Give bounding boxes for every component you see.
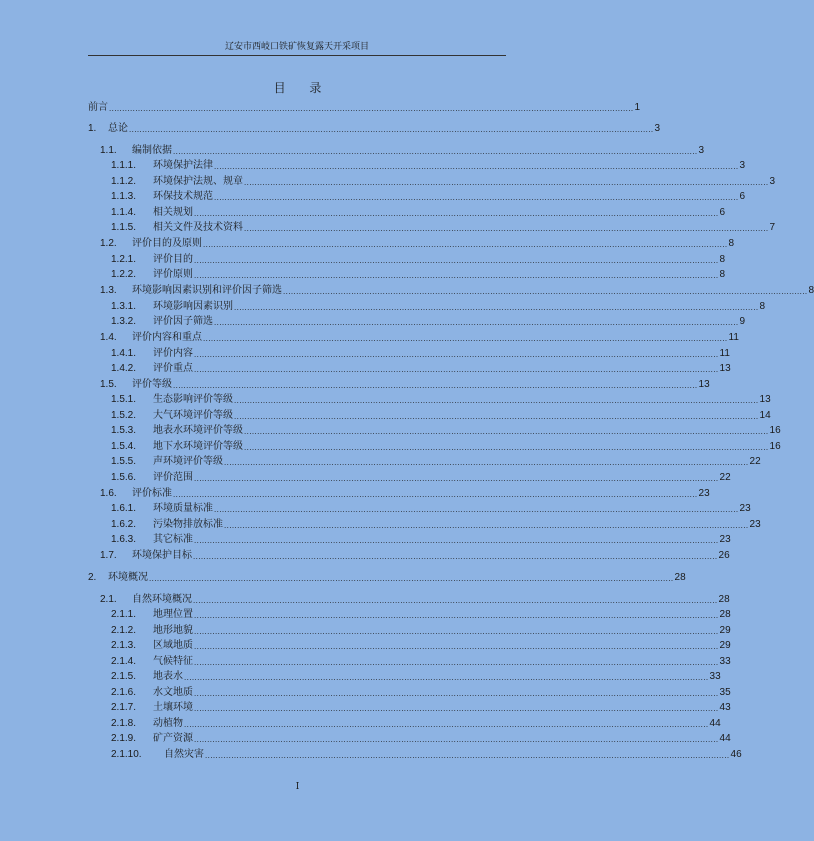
toc-entry-title: 评价重点: [153, 363, 193, 374]
toc-entry-page: 8: [808, 285, 814, 296]
toc-entry-number: 2.1.4.: [111, 656, 137, 667]
toc-leader-dots: ........................................................................................................................................................................................................: [194, 735, 719, 744]
toc-entry-page: 13: [759, 394, 771, 405]
toc-entry-title: 地表水环境评价等级: [153, 425, 243, 436]
toc-entry-number: 1.2.2.: [111, 269, 137, 280]
toc-entry[interactable]: [111, 424, 781, 437]
toc-entry-number: 1.1.5.: [111, 222, 137, 233]
toc-leader-dots: ........................................................................................................................................................................................................: [194, 611, 719, 620]
toc-entry-page: 23: [719, 534, 731, 545]
toc-entry[interactable]: [100, 284, 814, 297]
toc-entry-title: 评价内容和重点: [132, 332, 202, 343]
toc-entry[interactable]: [111, 206, 726, 219]
toc-entry-title: 环境保护法规、规章: [153, 176, 243, 187]
toc-entry-number: 1.6.1.: [111, 503, 137, 514]
toc-entry-title: 自然环境概况: [132, 594, 192, 605]
toc-entry[interactable]: [111, 190, 746, 203]
toc-entry[interactable]: [111, 670, 721, 683]
toc-leader-dots: ........................................................................................................................................................................................................: [234, 412, 759, 421]
toc-leader-dots: ........................................................................................................................................................................................................: [194, 474, 719, 483]
toc-entry[interactable]: [111, 221, 776, 234]
toc-entry[interactable]: [111, 300, 766, 313]
toc-leader-dots: ........................................................................................................................................................................................................: [203, 334, 728, 343]
toc-entry-page: 28: [674, 572, 686, 583]
toc-entry[interactable]: [111, 732, 731, 745]
toc-leader-dots: ........................................................................................................................................................................................................: [194, 256, 719, 265]
toc-entry-title: 环境保护目标: [132, 550, 192, 561]
toc-entry-title: 评价标准: [132, 488, 172, 499]
toc-entry-number: 2.1.10.: [111, 749, 142, 760]
toc-leader-dots: ........................................................................................................................................................................................................: [205, 751, 730, 760]
toc-entry-title: 大气环境评价等级: [153, 410, 233, 421]
toc-entry[interactable]: [111, 253, 726, 266]
toc-entry-number: 2.1.2.: [111, 625, 137, 636]
toc-entry-title: 动植物: [153, 718, 183, 729]
toc-entry[interactable]: [111, 639, 731, 652]
toc-leader-dots: ........................................................................................................................................................................................................: [193, 552, 718, 561]
toc-entry-title: 环境影响因素识别: [153, 301, 233, 312]
toc-entry-page: 16: [769, 425, 781, 436]
toc-entry[interactable]: [100, 144, 705, 157]
toc-leader-dots: ........................................................................................................................................................................................................: [214, 193, 739, 202]
toc-entry-title: 环境概况: [108, 572, 148, 583]
toc-entry-page: 43: [719, 702, 731, 713]
toc-entry-title: 矿产资源: [153, 733, 193, 744]
toc-entry-page: 23: [698, 488, 710, 499]
toc-entry[interactable]: [111, 471, 731, 484]
toc-entry[interactable]: [88, 571, 686, 584]
toc-entry-page: 16: [769, 441, 781, 452]
toc-entry-page: 29: [719, 640, 731, 651]
toc-entry[interactable]: [111, 159, 746, 172]
toc-entry-page: 13: [698, 379, 710, 390]
toc-entry[interactable]: [111, 518, 761, 531]
toc-entry-title: 地理位置: [153, 609, 193, 620]
toc-leader-dots: ........................................................................................................................................................................................................: [214, 505, 739, 514]
toc-leader-dots: ........................................................................................................................................................................................................: [244, 178, 769, 187]
toc-entry[interactable]: [88, 122, 661, 135]
toc-entry-number: 1.2.: [100, 238, 117, 249]
toc-entry-page: 3: [739, 160, 746, 171]
toc-entry[interactable]: [111, 717, 721, 730]
toc-entry-page: 1: [634, 102, 641, 113]
toc-entry-number: 2.1.1.: [111, 609, 137, 620]
toc-entry[interactable]: [100, 593, 730, 606]
toc-leader-dots: ........................................................................................................................................................................................................: [224, 458, 749, 467]
toc-entry-number: 1.5.3.: [111, 425, 137, 436]
toc-entry-page: 26: [718, 550, 730, 561]
toc-entry-title: 相关文件及技术资料: [153, 222, 243, 233]
toc-entry[interactable]: [111, 533, 731, 546]
toc-entry-number: 1.3.2.: [111, 316, 137, 327]
toc-entry-page: 29: [719, 625, 731, 636]
toc-entry-number: 2.1.5.: [111, 671, 137, 682]
toc-entry-title: 评价等级: [132, 379, 172, 390]
toc-entry[interactable]: [111, 440, 781, 453]
toc-entry[interactable]: [100, 487, 710, 500]
toc-entry[interactable]: [100, 237, 735, 250]
toc-leader-dots: ........................................................................................................................................................................................................: [194, 271, 719, 280]
toc-entry-number: 1.7.: [100, 550, 117, 561]
toc-entry-number: 2.1.: [100, 594, 117, 605]
page-header: 辽安市西岐口铁矿恢复露天开采项目: [88, 41, 506, 56]
toc-entry-title: 土壤环境: [153, 702, 193, 713]
toc-leader-dots: ........................................................................................................................................................................................................: [173, 490, 698, 499]
toc-entry-page: 8: [719, 269, 726, 280]
toc-entry[interactable]: [111, 686, 731, 699]
toc-entry[interactable]: [100, 331, 739, 344]
toc-entry-page: 7: [769, 222, 776, 233]
toc-entry-number: 1.3.: [100, 285, 117, 296]
toc-entry-title: 环保技术规范: [153, 191, 213, 202]
toc-leader-dots: ........................................................................................................................................................................................................: [194, 627, 719, 636]
toc-entry-title: 区域地质: [153, 640, 193, 651]
toc-leader-dots: ........................................................................................................................................................................................................: [129, 125, 654, 134]
toc-leader-dots: ........................................................................................................................................................................................................: [244, 443, 769, 452]
toc-entry-title: 水文地质: [153, 687, 193, 698]
toc-entry-number: 2.1.8.: [111, 718, 137, 729]
toc-leader-dots: ........................................................................................................................................................................................................: [194, 536, 719, 545]
toc-title: 目 录: [273, 81, 332, 95]
toc-entry[interactable]: [111, 393, 771, 406]
toc-entry-number: 1.5.: [100, 379, 117, 390]
toc-entry-page: 44: [709, 718, 721, 729]
toc-entry-page: 11: [728, 332, 739, 343]
toc-entry-page: 28: [719, 609, 731, 620]
toc-entry-title: 环境影响因素识别和评价因子筛选: [132, 285, 282, 296]
toc-entry-number: 1.5.1.: [111, 394, 137, 405]
toc-entry-title: 声环境评价等级: [153, 456, 223, 467]
toc-entry-number: 1.1.1.: [111, 160, 137, 171]
toc-entry-number: 1.6.2.: [111, 519, 137, 530]
toc-entry-page: 22: [749, 456, 761, 467]
toc-entry[interactable]: [88, 101, 641, 114]
toc-entry-number: 1.5.6.: [111, 472, 137, 483]
toc-entry-page: 46: [730, 749, 742, 760]
page-number: I: [295, 782, 300, 792]
toc-entry-number: 1.5.4.: [111, 441, 137, 452]
toc-entry-page: 14: [759, 410, 771, 421]
toc-entry-number: 1.1.2.: [111, 176, 137, 187]
toc-entry-title: 地表水: [153, 671, 183, 682]
toc-entry-number: 2.: [88, 572, 97, 583]
toc-entry[interactable]: [111, 748, 742, 761]
toc-entry-page: 23: [749, 519, 761, 530]
toc-entry-title: 评价因子筛选: [153, 316, 213, 327]
toc-entry-page: 3: [654, 123, 661, 134]
toc-entry-title: 评价原则: [153, 269, 193, 280]
toc-entry-number: 2.1.3.: [111, 640, 137, 651]
toc-entry-page: 33: [709, 671, 721, 682]
toc-entry-title: 相关规划: [153, 207, 193, 218]
toc-entry-page: 8: [759, 301, 766, 312]
toc-leader-dots: ........................................................................................................................................................................................................: [244, 224, 769, 233]
toc-entry-page: 8: [719, 254, 726, 265]
toc-entry-page: 11: [719, 348, 730, 359]
toc-entry-number: 2.1.7.: [111, 702, 137, 713]
toc-entry[interactable]: [111, 362, 731, 375]
toc-entry-title: 评价范围: [153, 472, 193, 483]
toc-leader-dots: ........................................................................................................................................................................................................: [244, 427, 769, 436]
toc-entry-number: 1.3.1.: [111, 301, 137, 312]
toc-leader-dots: ........................................................................................................................................................................................................: [234, 396, 759, 405]
toc-entry-page: 33: [719, 656, 731, 667]
toc-entry-number: 1.1.4.: [111, 207, 137, 218]
toc-leader-dots: ........................................................................................................................................................................................................: [194, 689, 719, 698]
toc-leader-dots: ........................................................................................................................................................................................................: [194, 350, 719, 359]
toc-entry-page: 22: [719, 472, 731, 483]
toc-entry-number: 1.4.2.: [111, 363, 137, 374]
toc-entry-title: 地下水环境评价等级: [153, 441, 243, 452]
toc-entry-title: 生态影响评价等级: [153, 394, 233, 405]
toc-leader-dots: ........................................................................................................................................................................................................: [109, 104, 634, 113]
toc-entry-number: 2.1.6.: [111, 687, 137, 698]
toc-entry[interactable]: [111, 315, 746, 328]
toc-entry-page: 28: [718, 594, 730, 605]
toc-entry-title: 前言: [88, 102, 108, 113]
toc-leader-dots: ........................................................................................................................................................................................................: [214, 318, 739, 327]
toc-leader-dots: ........................................................................................................................................................................................................: [283, 287, 808, 296]
toc-leader-dots: ........................................................................................................................................................................................................: [194, 365, 719, 374]
toc-entry-number: 1.4.1.: [111, 348, 137, 359]
toc-entry-title: 自然灾害: [164, 749, 204, 760]
toc-entry-number: 1.: [88, 123, 97, 134]
toc-entry-page: 3: [769, 176, 776, 187]
toc-entry-page: 13: [719, 363, 731, 374]
toc-entry-page: 8: [728, 238, 735, 249]
toc-entry-title: 环境保护法律: [153, 160, 213, 171]
toc-entry[interactable]: [111, 455, 761, 468]
toc-leader-dots: ........................................................................................................................................................................................................: [234, 303, 759, 312]
toc-entry-title: 气候特征: [153, 656, 193, 667]
toc-entry-title: 地形地貌: [153, 625, 193, 636]
toc-leader-dots: ........................................................................................................................................................................................................: [194, 209, 719, 218]
toc-entry-title: 编制依据: [132, 145, 172, 156]
toc-entry-title: 污染物排放标准: [153, 519, 223, 530]
toc-entry-title: 其它标准: [153, 534, 193, 545]
toc-entry-page: 23: [739, 503, 751, 514]
toc-leader-dots: ........................................................................................................................................................................................................: [173, 381, 698, 390]
toc-leader-dots: ........................................................................................................................................................................................................: [194, 642, 719, 651]
toc-entry-title: 评价内容: [153, 348, 193, 359]
toc-entry[interactable]: [111, 175, 776, 188]
toc-leader-dots: ........................................................................................................................................................................................................: [224, 521, 749, 530]
toc-entry-number: 1.2.1.: [111, 254, 137, 265]
toc-entry-number: 1.6.3.: [111, 534, 137, 545]
toc-entry[interactable]: [100, 549, 730, 562]
toc-entry-page: 35: [719, 687, 731, 698]
toc-leader-dots: ........................................................................................................................................................................................................: [173, 147, 698, 156]
toc-leader-dots: ........................................................................................................................................................................................................: [184, 673, 709, 682]
toc-entry[interactable]: [111, 409, 771, 422]
toc-entry[interactable]: [100, 378, 710, 391]
toc-entry-number: 1.5.2.: [111, 410, 137, 421]
toc-entry-number: 1.4.: [100, 332, 117, 343]
toc-leader-dots: ........................................................................................................................................................................................................: [193, 596, 718, 605]
toc-leader-dots: ........................................................................................................................................................................................................: [184, 720, 709, 729]
toc-entry-number: 1.1.3.: [111, 191, 137, 202]
toc-entry[interactable]: [111, 655, 731, 668]
toc-leader-dots: ........................................................................................................................................................................................................: [194, 704, 719, 713]
toc-entry-number: 2.1.9.: [111, 733, 137, 744]
toc-entry-number: 1.5.5.: [111, 456, 137, 467]
toc-entry-page: 44: [719, 733, 731, 744]
toc-entry-number: 1.1.: [100, 145, 117, 156]
toc-leader-dots: ........................................................................................................................................................................................................: [149, 574, 674, 583]
toc-entry[interactable]: [111, 701, 731, 714]
toc-leader-dots: ........................................................................................................................................................................................................: [194, 658, 719, 667]
toc-entry-number: 1.6.: [100, 488, 117, 499]
toc-entry[interactable]: [111, 502, 751, 515]
toc-leader-dots: ........................................................................................................................................................................................................: [203, 240, 728, 249]
toc-entry-title: 评价目的及原则: [132, 238, 202, 249]
toc-entry[interactable]: [111, 624, 731, 637]
toc-leader-dots: ........................................................................................................................................................................................................: [214, 162, 739, 171]
toc-entry-title: 总论: [108, 123, 128, 134]
toc-entry-page: 3: [698, 145, 705, 156]
toc-entry-title: 环境质量标准: [153, 503, 213, 514]
toc-entry[interactable]: [111, 608, 731, 621]
toc-entry[interactable]: [111, 268, 726, 281]
toc-entry-page: 9: [739, 316, 746, 327]
toc-entry-page: 6: [739, 191, 746, 202]
toc-entry[interactable]: [111, 347, 730, 360]
toc-entry-page: 6: [719, 207, 726, 218]
toc-entry-title: 评价目的: [153, 254, 193, 265]
